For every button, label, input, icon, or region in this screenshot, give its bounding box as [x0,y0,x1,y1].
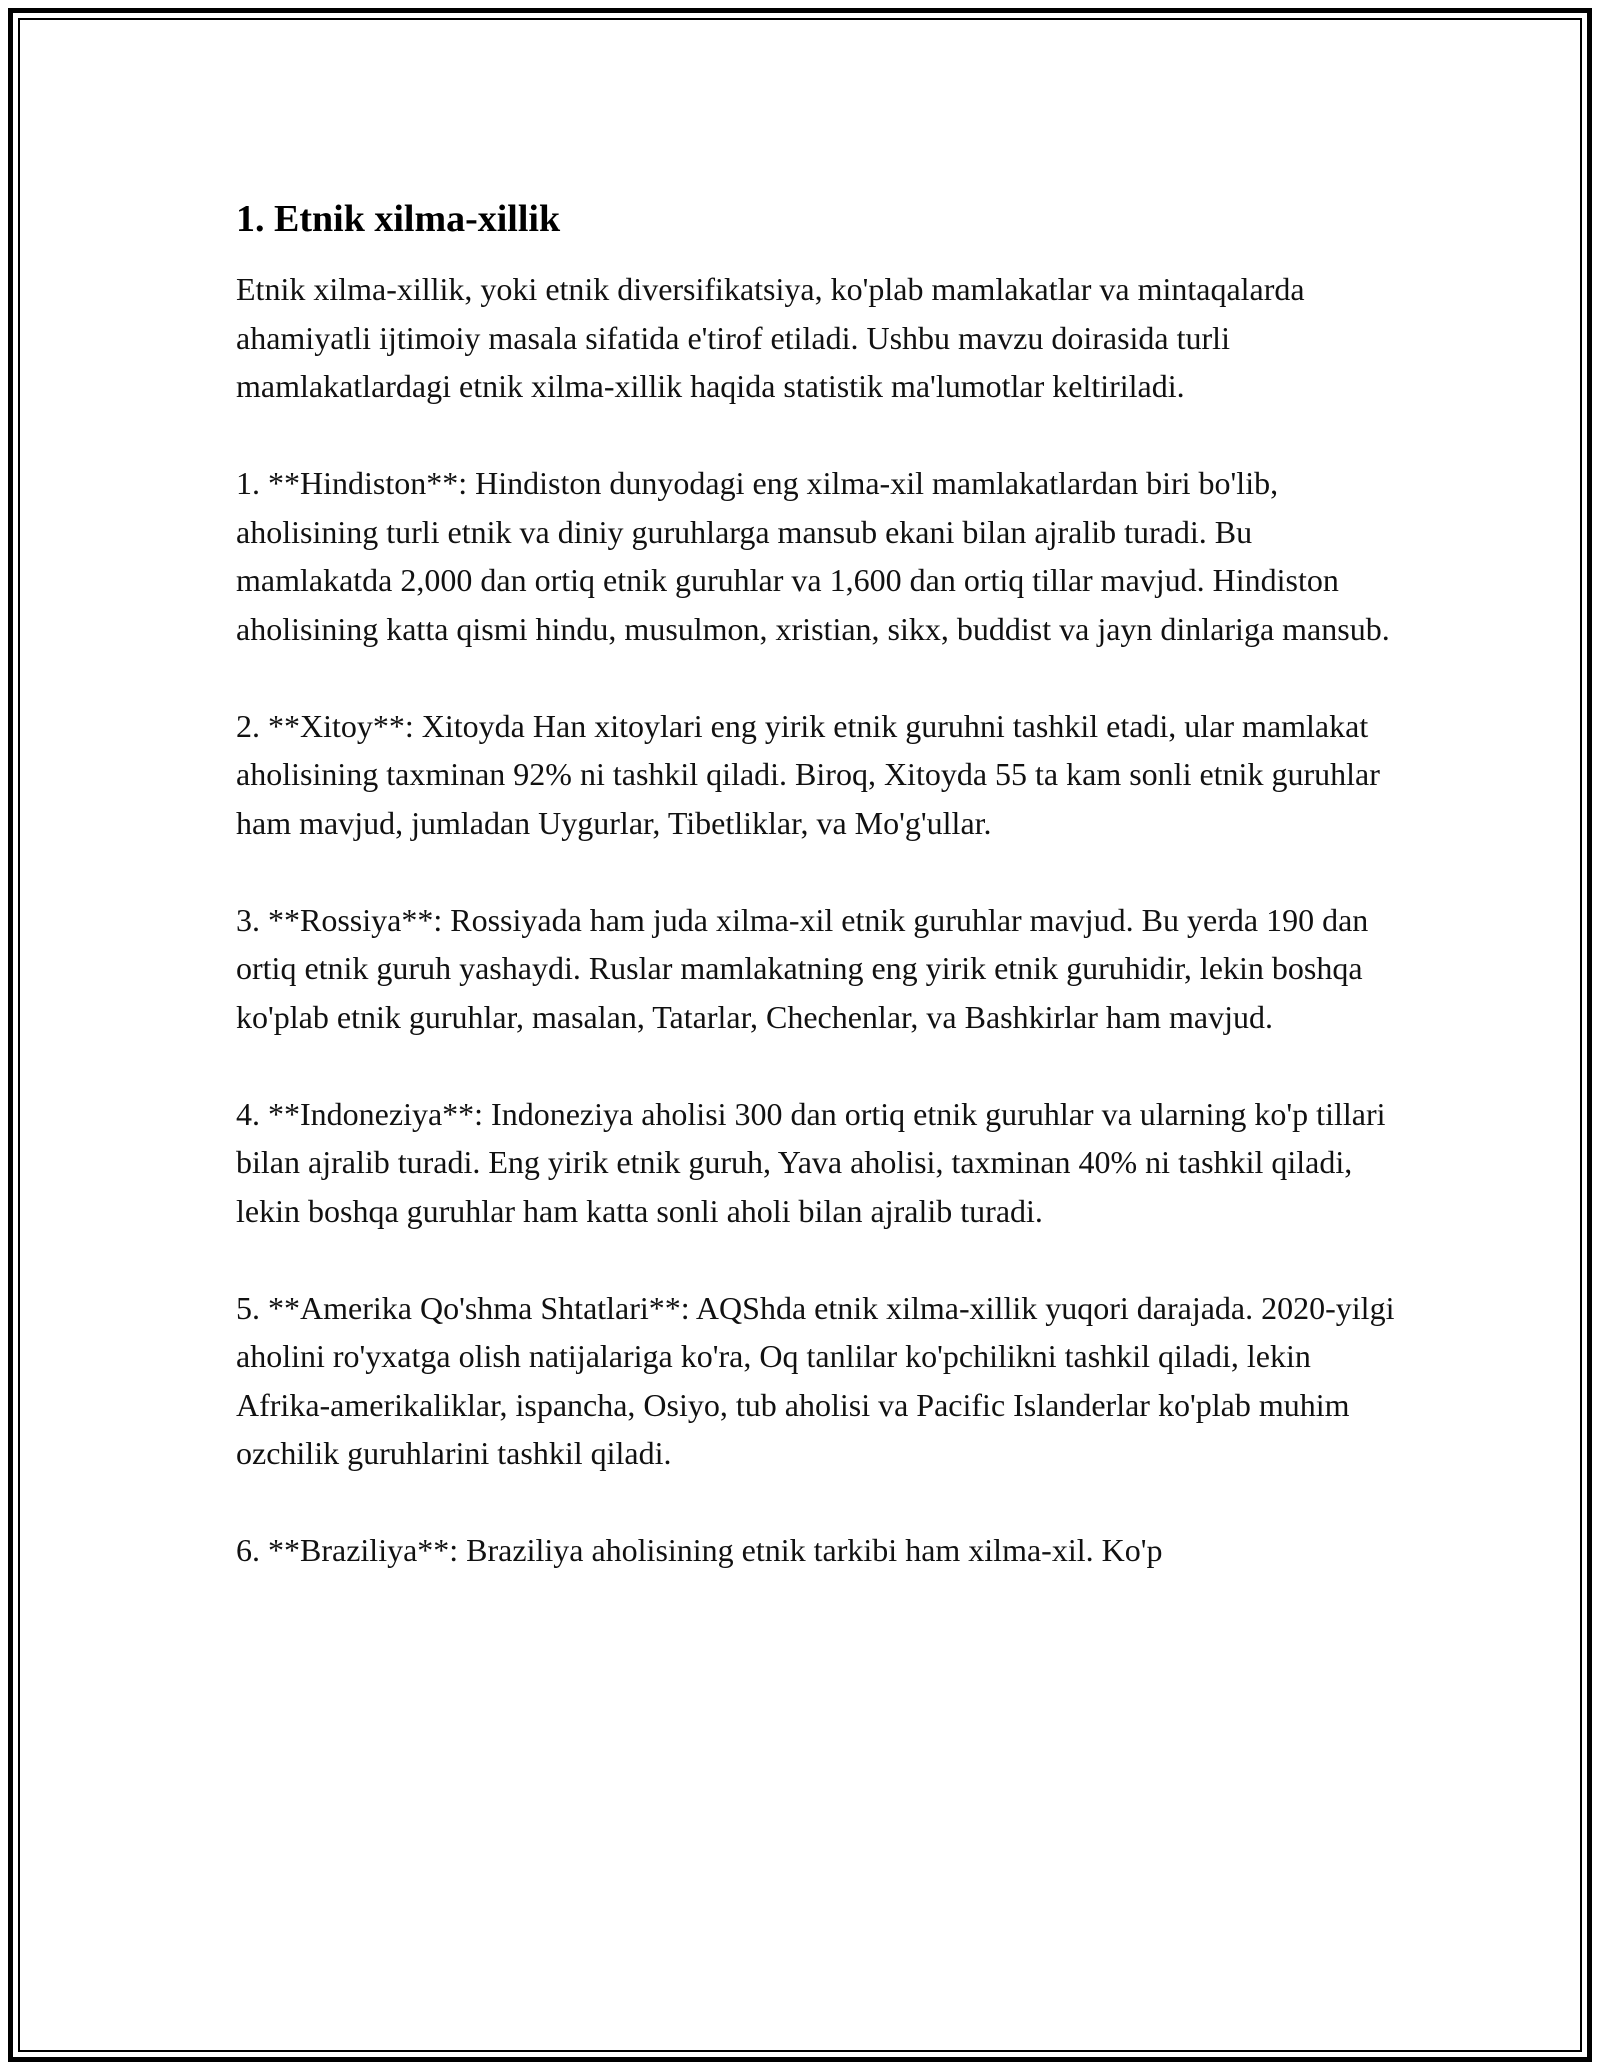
paragraph-rossiya: 3. **Rossiya**: Rossiyada ham juda xilma-xil etnik guruhlar mavjud. Bu yerda 190 dan ortiq etnik guruh yashaydi. Ruslar mamlakatning eng yirik etnik guruhidir, lekin boshqa ko'plab etnik guruhlar, masalan, Tatarlar, Chechenlar, va Bashkirlar ham mavjud. [236,901,1369,1035]
paragraph-aqsh: 5. **Amerika Qo'shma Shtatlari**: AQShda etnik xilma-xillik yuqori darajada. 2020-yilgi aholini ro'yxatga olish natijalariga ko'ra, Oq tanlilar ko'pchilikni tashkil qiladi, lekin Afrika-amerikaliklar, ispancha, Osiyo, tub aholisi va Pacific Islanderlar ko'plab muhim ozchilik guruhlarini tashkil qiladi. [236,1289,1395,1471]
paragraph-indoneziya: 4. **Indoneziya**: Indoneziya aholisi 300 dan ortiq etnik guruhlar va ularning ko'p tillari bilan ajralib turadi. Eng yirik etnik guruh, Yava aholisi, taxminan 40% ni tashkil qiladi, lekin boshqa guruhlar ham katta sonli aholi bilan ajralib turadi. [236,1095,1386,1229]
document-content [236,195,1396,1623]
paragraph-xitoy: 2. **Xitoy**: Xitoyda Han xitoylari eng yirik etnik guruhni tashkil etadi, ular mamlakat aholisining taxminan 92% ni tashkil qiladi. Biroq, Xitoyda 55 ta kam sonli etnik guruhlar ham mavjud, jumladan Uygurlar, Tibetliklar, va Mo'g'ullar. [236,707,1380,841]
document-page [8,8,1592,2062]
paragraph-hindiston: 1. **Hindiston**: Hindiston dunyodagi eng xilma-xil mamlakatlardan biri bo'lib, aholisining turli etnik va diniy guruhlarga mansub ekani bilan ajralib turadi. Bu mamlakatda 2,000 dan ortiq etnik guruhlar va 1,600 dan ortiq tillar mavjud. Hindiston aholisining katta qismi hindu, musulmon, xristian, sikx, buddist va jayn dinlariga mansub. [236,465,1390,647]
section-title: 1. Etnik xilma-xillik [236,198,561,240]
paragraph-braziliya: 6. **Braziliya**: Braziliya aholisining etnik tarkibi ham xilma-xil. Ko'p [236,1532,1163,1568]
intro-paragraph: Etnik xilma-xillik, yoki etnik diversifikatsiya, ko'plab mamlakatlar va mintaqalarda ahamiyatli ijtimoiy masala sifatida e'tirof etiladi. Ushbu mavzu doirasida turli mamlakatlardagi etnik xilma-xillik haqida statistik ma'lumotlar keltiriladi. [236,271,1305,404]
